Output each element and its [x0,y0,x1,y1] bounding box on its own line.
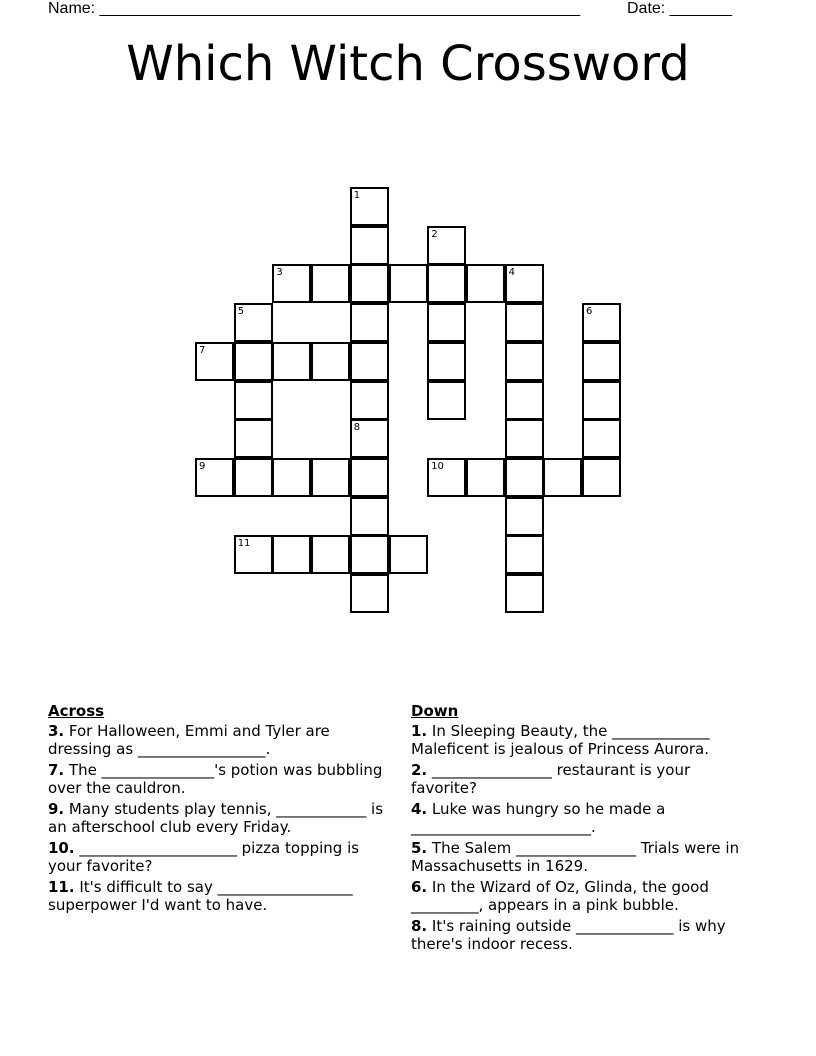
grid-cell[interactable] [350,535,389,574]
clue-number: 4 [508,267,515,279]
clue-number: 7 [199,344,206,356]
grid-cell[interactable] [543,458,582,497]
clue-down-1: 1. In Sleeping Beauty, the _____________ Maleficent is jealous of Princess Aurora. [411,722,710,758]
clue-number: 2 [431,228,438,240]
grid-cell[interactable] [234,381,273,420]
grid-cell[interactable] [272,458,311,497]
grid-cell[interactable] [350,303,389,342]
grid-cell[interactable] [234,342,273,381]
clue-across-3: 3. For Halloween, Emmi and Tyler are dressing as _________________. [48,722,330,758]
grid-cell[interactable] [350,497,389,536]
clue-down-4: 4. Luke was hungry so he made a ________________________. [411,800,666,836]
clue-down-2: 2. ________________ restaurant is your favorite? [411,761,691,797]
grid-cell[interactable] [311,458,350,497]
clue-number: 9 [199,460,206,472]
grid-cell[interactable] [389,264,428,303]
down-clues [411,702,751,957]
grid-cell[interactable] [505,342,544,381]
grid-cell[interactable] [350,381,389,420]
grid-cell[interactable] [505,458,544,497]
grid-cell[interactable] [427,458,466,497]
grid-cell[interactable] [505,303,544,342]
clue-down-6: 6. In the Wizard of Oz, Glinda, the good _________, appears in a pink bubble. [411,878,709,914]
clue-number: 11 [237,538,251,550]
clue-number: 5 [237,306,245,318]
grid-cell[interactable] [466,264,505,303]
grid-cell[interactable] [427,226,466,265]
grid-cell[interactable] [234,303,273,342]
grid-cell[interactable] [195,458,234,497]
grid-cell[interactable] [582,458,621,497]
grid-cell[interactable] [350,342,389,381]
grid-cell[interactable] [272,342,311,381]
grid-cell[interactable] [350,574,389,613]
grid-cell[interactable] [350,264,389,303]
clue-across-7: 7. The _______________'s potion was bubbling over the cauldron. [48,761,383,797]
grid-cell[interactable] [389,535,428,574]
grid-cell[interactable] [350,226,389,265]
grid-cell[interactable] [234,419,273,458]
grid-cell[interactable] [505,574,544,613]
across-clues [48,702,388,918]
grid-cell[interactable] [466,458,505,497]
date-field[interactable]: Date: _______ [627,0,732,17]
across-heading: Across [48,702,105,720]
grid-cell[interactable] [505,264,544,303]
grid-cell[interactable] [582,381,621,420]
clue-down-8: 8. It's raining outside _____________ is why there's indoor recess. [411,917,726,953]
grid-cell[interactable] [427,342,466,381]
grid-cell[interactable] [582,342,621,381]
grid-cell[interactable] [505,381,544,420]
clue-number: 8 [353,422,361,434]
grid-cell[interactable] [272,264,311,303]
grid-cell[interactable] [311,535,350,574]
clue-number: 3 [276,267,283,279]
clue-across-9: 9. Many students play tennis, ____________ is an afterschool club every Friday. [48,800,384,836]
grid-cell[interactable] [350,419,389,458]
down-heading: Down [411,702,459,720]
grid-cell[interactable] [234,458,273,497]
grid-cell[interactable] [505,419,544,458]
clue-number: 1 [353,190,361,201]
grid-cell[interactable] [272,535,311,574]
clue-number: 10 [431,460,444,472]
grid-cell[interactable] [311,264,350,303]
clue-number: 6 [586,306,593,318]
grid-cell[interactable] [505,497,544,536]
grid-cell[interactable] [427,381,466,420]
grid-cell[interactable] [350,187,389,226]
grid-cell[interactable] [582,303,621,342]
page-title: Which Witch Crossword [126,36,690,92]
clue-across-11: 11. It's difficult to say __________________ superpower I'd want to have. [48,878,353,914]
grid-cell[interactable] [582,419,621,458]
name-field[interactable]: Name: ______________________________________________________ [48,0,581,17]
grid-cell[interactable] [505,535,544,574]
grid-cell[interactable] [350,458,389,497]
grid-cell[interactable] [427,264,466,303]
grid-cell[interactable] [311,342,350,381]
grid-cell[interactable] [234,535,273,574]
grid-cell[interactable] [195,342,234,381]
clue-down-5: 5. The Salem ________________ Trials were in Massachusetts in 1629. [411,839,740,875]
grid-cell[interactable] [427,303,466,342]
clue-across-10: 10. _____________________ pizza topping is your favorite? [48,839,360,875]
